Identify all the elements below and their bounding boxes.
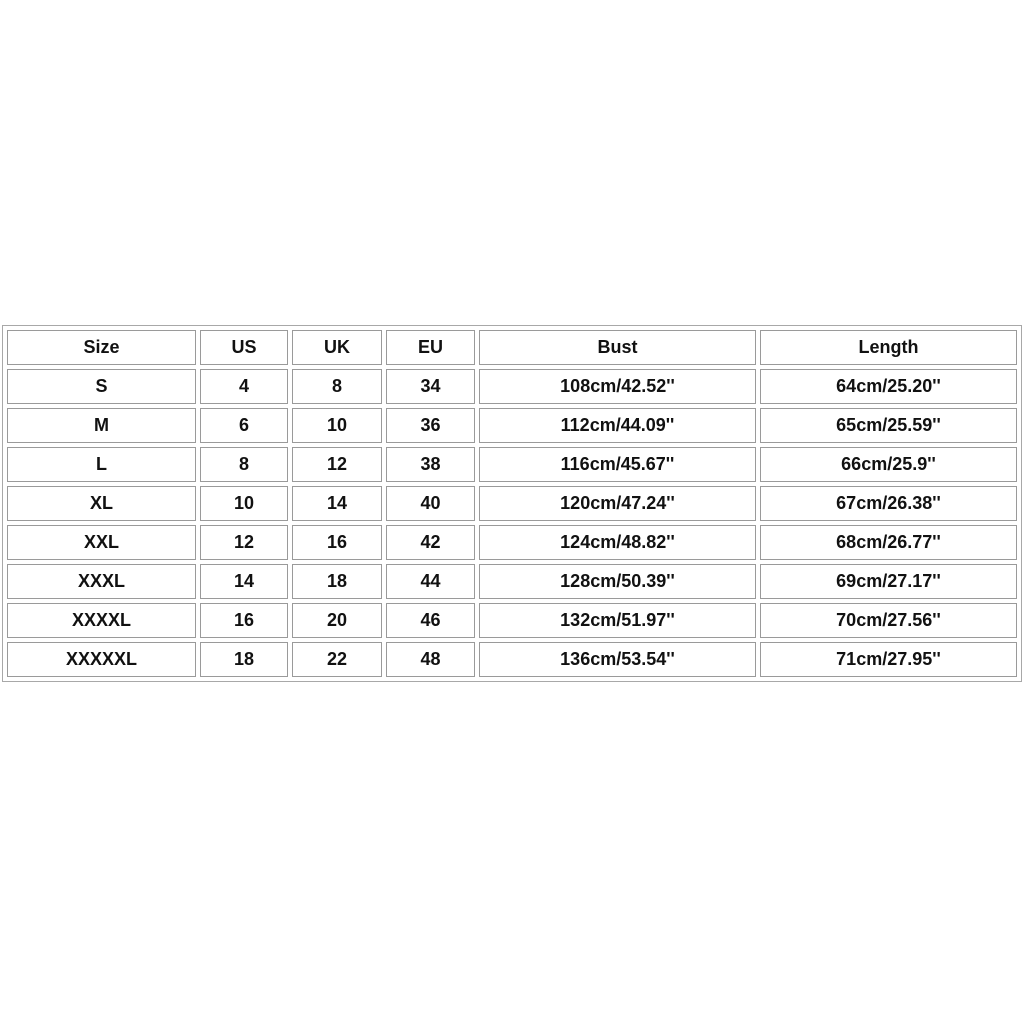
cell-length: 64cm/25.20'' xyxy=(760,369,1017,404)
cell-bust: 120cm/47.24'' xyxy=(479,486,756,521)
cell-size: XXXL xyxy=(7,564,196,599)
cell-eu: 48 xyxy=(386,642,475,677)
cell-uk: 18 xyxy=(292,564,382,599)
cell-uk: 20 xyxy=(292,603,382,638)
cell-us: 4 xyxy=(200,369,288,404)
cell-size: XL xyxy=(7,486,196,521)
cell-bust: 136cm/53.54'' xyxy=(479,642,756,677)
cell-us: 12 xyxy=(200,525,288,560)
header-uk: UK xyxy=(292,330,382,365)
table-row xyxy=(7,525,1017,560)
cell-us: 18 xyxy=(200,642,288,677)
cell-us: 14 xyxy=(200,564,288,599)
cell-size: XXL xyxy=(7,525,196,560)
table-row xyxy=(7,447,1017,482)
size-chart-table xyxy=(2,325,1022,682)
cell-bust: 128cm/50.39'' xyxy=(479,564,756,599)
cell-uk: 10 xyxy=(292,408,382,443)
table-row xyxy=(7,564,1017,599)
header-length: Length xyxy=(760,330,1017,365)
cell-bust: 108cm/42.52'' xyxy=(479,369,756,404)
cell-size: M xyxy=(7,408,196,443)
cell-uk: 12 xyxy=(292,447,382,482)
cell-eu: 36 xyxy=(386,408,475,443)
table-row xyxy=(7,486,1017,521)
cell-eu: 42 xyxy=(386,525,475,560)
table-row xyxy=(7,603,1017,638)
cell-bust: 116cm/45.67'' xyxy=(479,447,756,482)
cell-length: 66cm/25.9'' xyxy=(760,447,1017,482)
cell-eu: 34 xyxy=(386,369,475,404)
cell-size: XXXXL xyxy=(7,603,196,638)
table-row xyxy=(7,642,1017,677)
table-row xyxy=(7,408,1017,443)
cell-length: 71cm/27.95'' xyxy=(760,642,1017,677)
cell-length: 65cm/25.59'' xyxy=(760,408,1017,443)
cell-uk: 8 xyxy=(292,369,382,404)
cell-us: 10 xyxy=(200,486,288,521)
header-bust: Bust xyxy=(479,330,756,365)
cell-size: S xyxy=(7,369,196,404)
table-header-row xyxy=(7,330,1017,365)
cell-eu: 46 xyxy=(386,603,475,638)
cell-length: 68cm/26.77'' xyxy=(760,525,1017,560)
cell-eu: 40 xyxy=(386,486,475,521)
cell-bust: 112cm/44.09'' xyxy=(479,408,756,443)
cell-size: L xyxy=(7,447,196,482)
cell-bust: 132cm/51.97'' xyxy=(479,603,756,638)
cell-length: 67cm/26.38'' xyxy=(760,486,1017,521)
cell-size: XXXXXL xyxy=(7,642,196,677)
cell-eu: 38 xyxy=(386,447,475,482)
cell-us: 6 xyxy=(200,408,288,443)
cell-uk: 14 xyxy=(292,486,382,521)
cell-us: 8 xyxy=(200,447,288,482)
header-eu: EU xyxy=(386,330,475,365)
header-us: US xyxy=(200,330,288,365)
cell-uk: 22 xyxy=(292,642,382,677)
cell-us: 16 xyxy=(200,603,288,638)
cell-length: 69cm/27.17'' xyxy=(760,564,1017,599)
header-size: Size xyxy=(7,330,196,365)
cell-eu: 44 xyxy=(386,564,475,599)
table-row xyxy=(7,369,1017,404)
cell-bust: 124cm/48.82'' xyxy=(479,525,756,560)
cell-uk: 16 xyxy=(292,525,382,560)
cell-length: 70cm/27.56'' xyxy=(760,603,1017,638)
